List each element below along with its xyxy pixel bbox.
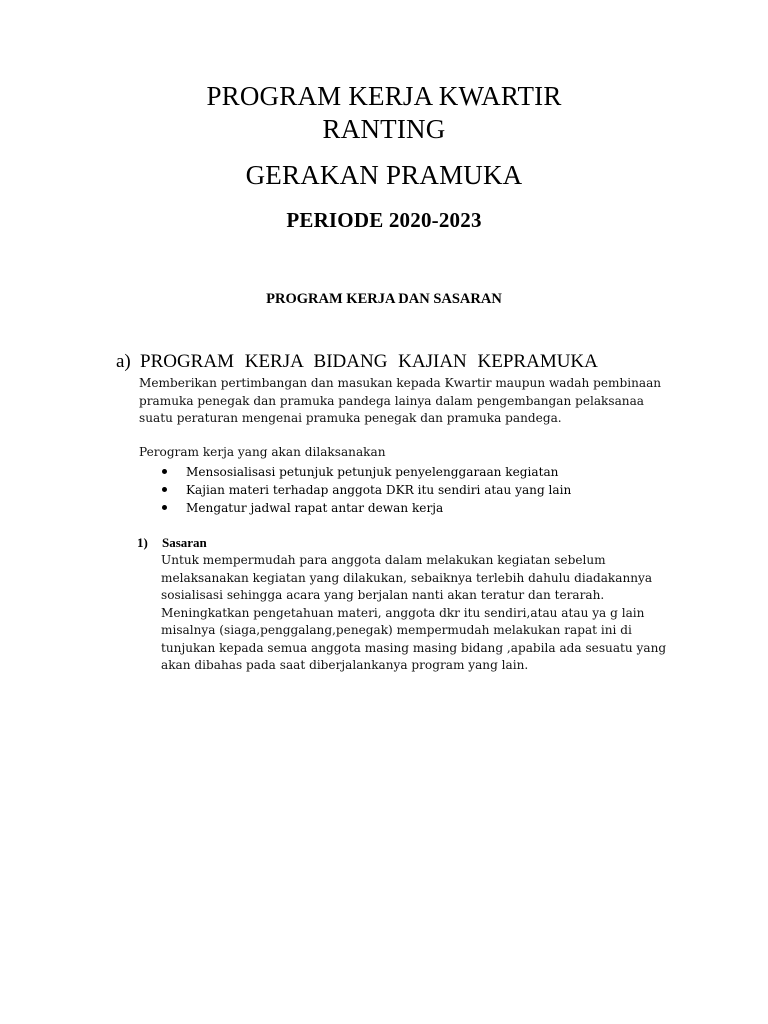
title-line-1: PROGRAM KERJA KWARTIR bbox=[206, 81, 562, 111]
intro-line: suatu peraturan mengenai pramuka penegak dan pramuka pandega. bbox=[139, 411, 562, 425]
section-a-marker: a) bbox=[116, 351, 131, 372]
bullet-icon bbox=[162, 469, 167, 474]
section-a-intro bbox=[139, 375, 699, 428]
bullet-text: Mensosialisasi petunjuk petunjuk penyelenggaraan kegiatan bbox=[186, 465, 559, 479]
list-item bbox=[139, 499, 699, 517]
period-title: PERIODE 2020-2023 bbox=[286, 208, 482, 232]
program-label bbox=[139, 444, 699, 462]
sasaran-number: 1) bbox=[137, 535, 148, 550]
sasaran-line: sosialisasi sehingga acara yang berjalan nanti akan teratur dan terarah. bbox=[161, 588, 605, 602]
sasaran-line: akan dibahas pada saat diberjalankanya program yang lain. bbox=[161, 658, 529, 672]
sasaran-line: melaksanakan kegiatan yang dilakukan, sebaiknya terlebih dahulu diadakannya bbox=[161, 570, 653, 585]
bullet-icon bbox=[162, 505, 167, 510]
list-item bbox=[139, 481, 699, 499]
bullet-icon bbox=[162, 487, 167, 492]
sasaran-line: Untuk mempermudah para anggota dalam melakukan kegiatan sebelum bbox=[161, 553, 606, 567]
list-item bbox=[139, 463, 699, 481]
sasaran-line: tunjukan kepada semua anggota masing masing bidang ,apabila ada sesuatu yang bbox=[161, 640, 667, 655]
sasaran-label: Sasaran bbox=[162, 535, 207, 550]
bullet-text: Kajian materi terhadap anggota DKR itu sendiri atau yang lain bbox=[186, 483, 572, 497]
section-title: PROGRAM KERJA DAN SASARAN bbox=[266, 291, 502, 307]
intro-line: pramuka penegak dan pramuka pandega lainya dalam pengembangan pelaksanaa bbox=[139, 393, 645, 408]
bullet-text: Mengatur jadwal rapat antar dewan kerja bbox=[186, 501, 444, 515]
sasaran-body bbox=[161, 552, 701, 675]
program-label-text: Perogram kerja yang akan dilaksanakan bbox=[139, 445, 386, 459]
program-bullet-list bbox=[139, 463, 699, 517]
title-line-2: RANTING bbox=[322, 114, 446, 144]
intro-line: Memberikan pertimbangan dan masukan kepada Kwartir maupun wadah pembinaan bbox=[139, 376, 662, 390]
section-a-heading bbox=[116, 350, 598, 374]
section-a-heading-text: PROGRAM KERJA BIDANG KAJIAN KEPRAMUKA bbox=[140, 351, 598, 372]
sasaran-line: misalnya (siaga,penggalang,penegak) mempermudah melakukan rapat ini di bbox=[161, 623, 632, 637]
title-line-3: GERAKAN PRAMUKA bbox=[245, 160, 523, 190]
sasaran-line: Meningkatkan pengetahuan materi, anggota dkr itu sendiri,atau atau ya g lain bbox=[161, 605, 645, 620]
sasaran-heading bbox=[137, 535, 207, 551]
